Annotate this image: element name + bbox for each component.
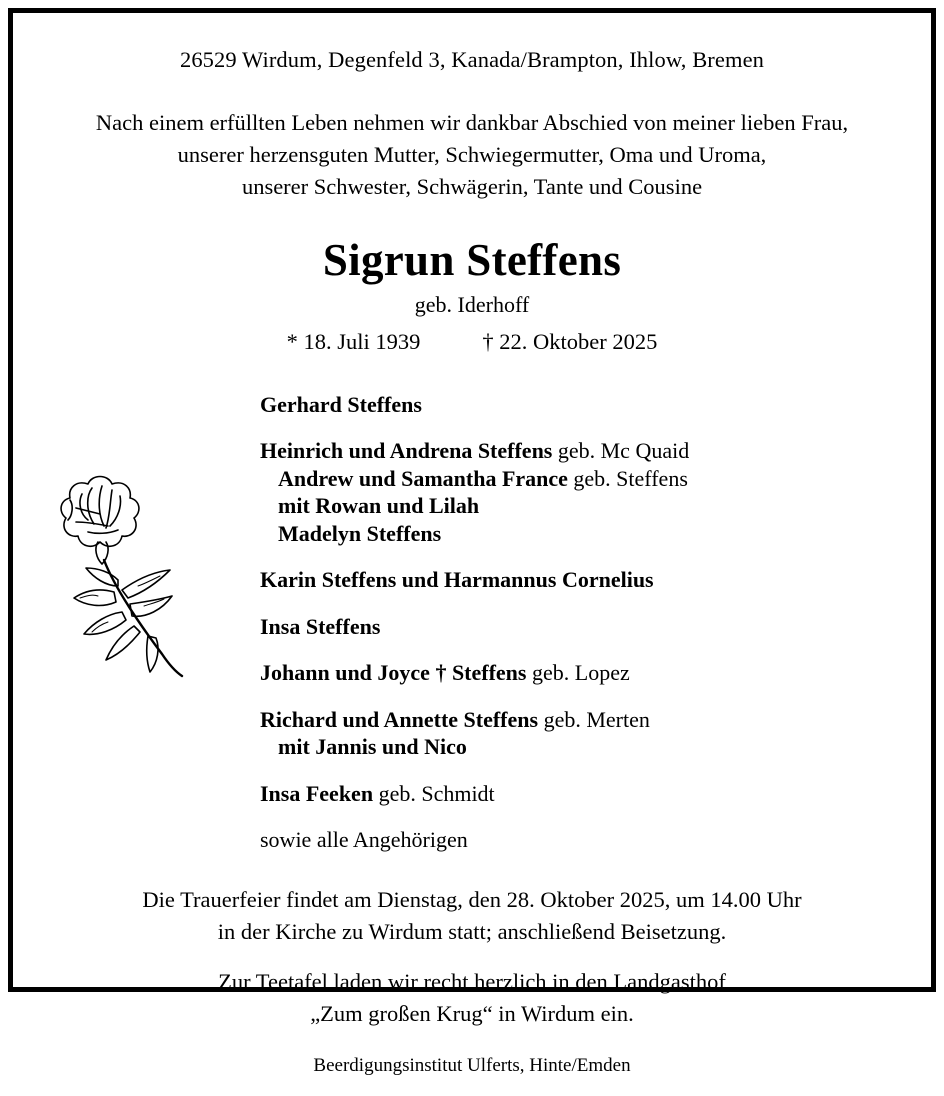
family-name: Andrew und Samantha France [278,465,568,491]
closing-text [38,884,906,1030]
family-block [260,706,906,761]
family-line [260,826,906,854]
closing-line-3: Zur Teetafel laden wir recht herzlich in den Landgasthof [218,968,726,994]
closing-line-4: „Zum großen Krug“ in Wirdum ein. [310,1000,634,1026]
family-name: Madelyn Steffens [278,520,442,546]
locations-line: 26529 Wirdum, Degenfeld 3, Kanada/Brampton, Ihlow, Bremen [179,47,765,72]
family-line [260,437,906,465]
family-name: mit Rowan und Lilah [278,493,480,519]
family-name: Johann und Joyce † Steffens [260,660,527,686]
family-name: Gerhard Steffens [260,391,422,417]
family-name: Insa Steffens [260,613,381,639]
funeral-institute: Beerdigungsinstitut Ulferts, Hinte/Emden [313,1055,631,1077]
intro-line-1: Nach einem erfüllten Leben nehmen wir dankbar Abschied von meiner lieben Frau, [95,110,849,135]
family-line [260,733,906,761]
family-suffix: geb. Merten [538,706,650,732]
family-suffix: geb. Mc Quaid [552,438,690,464]
family-suffix: geb. Schmidt [373,780,495,806]
closing-line-1: Die Trauerfeier findet am Dienstag, den 28. Oktober 2025, um 14.00 Uhr [142,886,802,912]
family-block [260,659,906,687]
family-block [260,566,906,594]
intro-line-2: unserer herzensguten Mutter, Schwiegermutter, Oma und Uroma, [177,141,767,167]
family-suffix: geb. Lopez [526,660,630,686]
family-line [260,391,906,419]
family-block [260,826,906,854]
family-line [260,780,906,808]
deceased-maiden-name: geb. Iderhoff [414,292,530,318]
family-name: Insa Feeken [260,780,374,806]
family-line [260,613,906,641]
family-name: Heinrich und Andrena Steffens [260,438,553,464]
family-line [260,520,906,548]
life-dates [38,328,906,355]
death-date: † 22. Oktober 2025 [482,328,658,354]
family-block [260,780,906,808]
family-line [260,566,906,594]
family-line [260,659,906,687]
intro-line-3: unserer Schwester, Schwägerin, Tante und Cousine [241,173,703,199]
family-name: mit Jannis und Nico [278,734,467,760]
family-suffix: geb. Steffens [567,465,688,491]
family-line [260,706,906,734]
family-block [260,437,906,547]
family-name: Richard und Annette Steffens [260,706,539,732]
family-line [260,492,906,520]
family-name: Karin Steffens und Harmannus Cornelius [260,567,654,593]
intro-text [38,107,906,203]
family-line [260,465,906,493]
family-suffix: sowie alle Angehörigen [260,827,468,853]
family-block [260,391,906,419]
family-block [260,613,906,641]
deceased-name: Sigrun Steffens [322,234,622,285]
closing-line-2: in der Kirche zu Wirdum statt; anschließend Beisetzung. [217,918,727,944]
carnation-flower-icon [52,440,202,680]
birth-date: * 18. Juli 1939 [286,328,421,354]
